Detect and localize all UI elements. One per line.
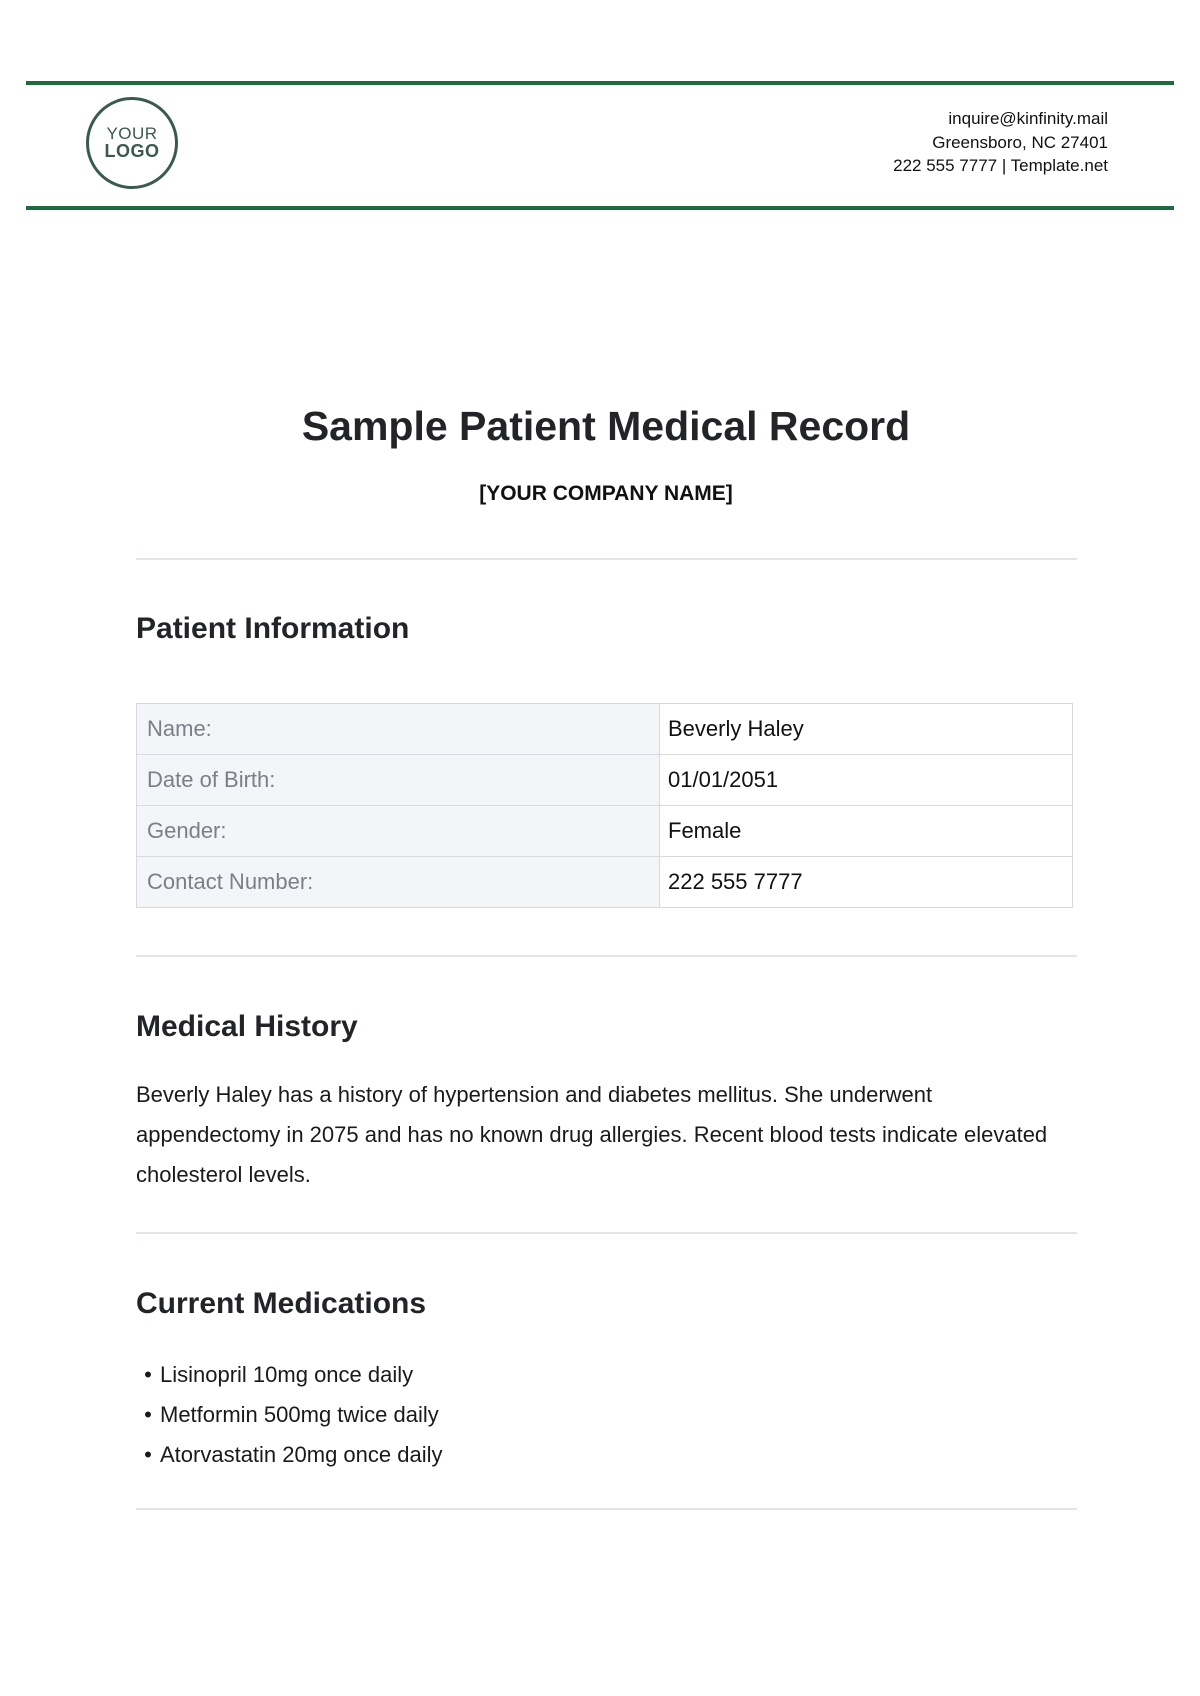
bullet-icon: • [144,1402,152,1427]
bullet-icon: • [144,1362,152,1387]
list-item [136,1435,443,1475]
contact-phone-site: 222 555 7777 | Template.net [893,156,1108,175]
list-item [136,1395,443,1435]
document-title: Sample Patient Medical Record [301,403,911,449]
contact-email: inquire@kinfinity.mail [948,109,1108,128]
section-divider [136,1232,1077,1234]
contact-number-value: 222 555 7777 [660,857,1073,908]
list-item [136,1355,443,1395]
company-name: [YOUR COMPANY NAME] [479,482,733,505]
table-row [137,857,1073,908]
patient-name-value: Beverly Haley [660,704,1073,755]
patient-name-label: Name: [137,704,660,755]
logo-text-bottom: LOGO [104,141,160,162]
medical-history-text: Beverly Haley has a history of hypertension and diabetes mellitus. She underwent appendectomy in 2075 and has no known drug allergies. Recent blood tests indicate elevated cholesterol levels. [136,1082,1048,1187]
table-row [137,806,1073,857]
medical-history-heading: Medical History [136,1010,358,1043]
medications-list [136,1355,443,1475]
patient-info-table [136,703,1073,908]
table-row [137,704,1073,755]
contact-number-label: Contact Number: [137,857,660,908]
medication-item-text: Atorvastatin 20mg once daily [160,1442,443,1467]
section-divider [136,558,1077,560]
medications-heading: Current Medications [136,1287,427,1320]
dob-value: 01/01/2051 [660,755,1073,806]
medication-item-text: Metformin 500mg twice daily [160,1402,439,1427]
contact-address: Greensboro, NC 27401 [932,132,1108,152]
patient-info-heading: Patient Information [136,612,410,645]
company-logo [86,97,178,189]
logo-text-top: YOUR [106,123,158,143]
header-top-rule [26,81,1174,85]
dob-label: Date of Birth: [137,755,660,806]
contact-block [893,107,1108,178]
gender-value: Female [660,806,1073,857]
table-row [137,755,1073,806]
bullet-icon: • [144,1442,152,1467]
header-bottom-rule [26,206,1174,210]
gender-label: Gender: [137,806,660,857]
section-divider [136,1508,1077,1510]
section-divider [136,955,1077,957]
medication-item-text: Lisinopril 10mg once daily [160,1362,414,1387]
